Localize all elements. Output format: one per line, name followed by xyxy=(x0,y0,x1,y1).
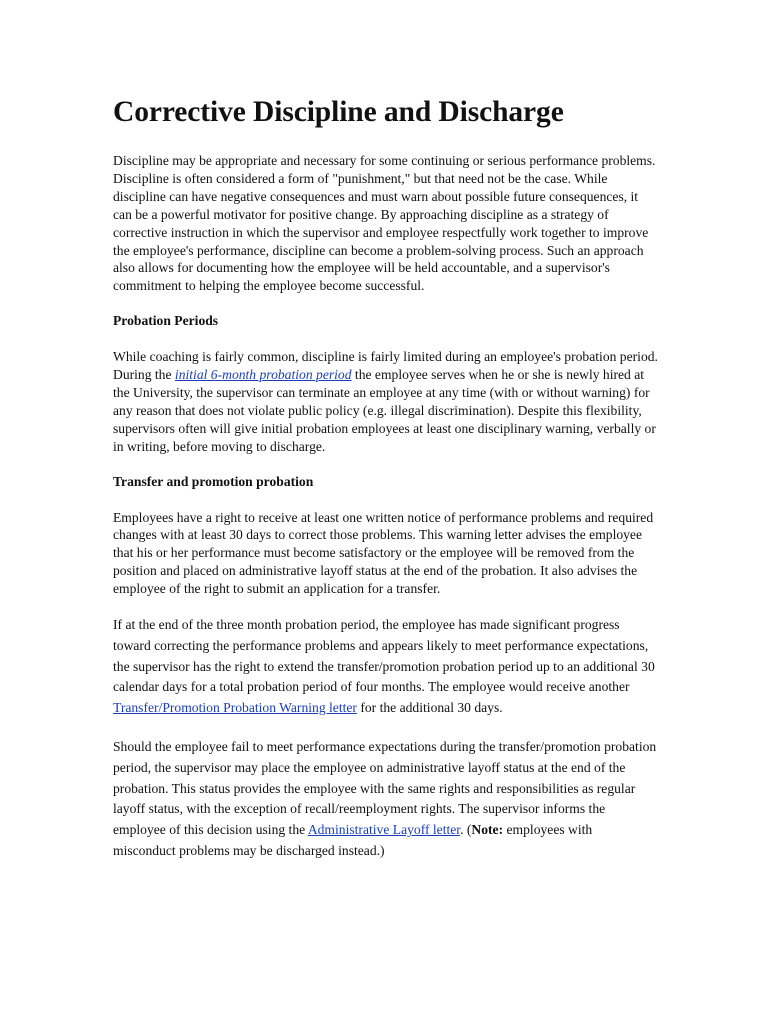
layoff-text-before-link: Should the employee fail to meet performance expectations during the transfer/promotion probation period, the supervisor may place the employee on administrative layoff status at the end of the probation. This status provides the employee with the same rights and responsibilities as regular layoff status, with the exception of recall/reemployment rights. The supervisor informs the employee of this decision using the xyxy=(113,739,657,838)
transfer-promotion-warning-letter-link[interactable]: Transfer/Promotion Probation Warning letter xyxy=(113,700,357,716)
note-text: employees with misconduct problems may be discharged instead.) xyxy=(113,822,593,858)
extension-text-before-link: If at the end of the three month probation period, the employee has made significant progress toward correcting the performance problems and appears likely to meet performance expectations, the supervisor has the right to extend the transfer/promotion probation period up to an additional 30 calendar days for a total probation period of four months. The employee would receive another xyxy=(113,617,655,695)
document-page xyxy=(113,92,658,862)
transfer-paragraph: Employees have a right to receive at least one written notice of performance problems and required changes with at least 30 days to correct those problems. This warning letter advises the employee that his or her performance must become satisfactory or the employee will be removed from the position and placed on administrative layoff status at the end of the probation. It also advises the employee of the right to submit an application for a transfer. xyxy=(113,509,654,597)
probation-text-before-link: While coaching is fairly common, discipline is fairly limited during an employee's probation period. During the xyxy=(113,349,658,383)
administrative-layoff-letter-link[interactable]: Administrative Layoff letter xyxy=(307,822,461,838)
layoff-text-after-link: . ( xyxy=(460,822,472,838)
probation-periods-heading: Probation Periods xyxy=(113,313,219,329)
layoff-paragraph xyxy=(113,737,658,862)
extension-text-after-link: for the additional 30 days. xyxy=(356,700,503,716)
intro-paragraph: Discipline may be appropriate and necessary for some continuing or serious performance problems. Discipline is often considered a form of "punishment," but that need not be the case. While discipline can have negative consequences and must warn about possible future consequences, it can be a powerful motivator for positive change. By approaching discipline as a strategy of corrective instruction in which the supervisor and employee respectfully work together to improve the employee's performance, discipline can become a problem-solving process. Such an approach also allows for documenting how the employee will be held accountable, and a supervisor's commitment to helping the employee become successful. xyxy=(113,153,656,294)
transfer-promotion-heading: Transfer and promotion probation xyxy=(113,473,314,489)
initial-probation-period-link[interactable]: initial 6-month probation period xyxy=(174,367,352,383)
note-label: Note: xyxy=(471,822,504,838)
page-title: Corrective Discipline and Discharge xyxy=(113,96,564,128)
probation-paragraph xyxy=(113,348,658,455)
extension-paragraph xyxy=(113,615,658,719)
probation-text-after-link: the employee serves when he or she is newly hired at the University, the supervisor can terminate an employee at any time (with or without warning) for any reason that does not violate public policy (e.g. illegal discrimination). Despite this flexibility, supervisors often will give initial probation employees at least one disciplinary warning, verbally or in writing, before moving to discharge. xyxy=(113,367,656,454)
